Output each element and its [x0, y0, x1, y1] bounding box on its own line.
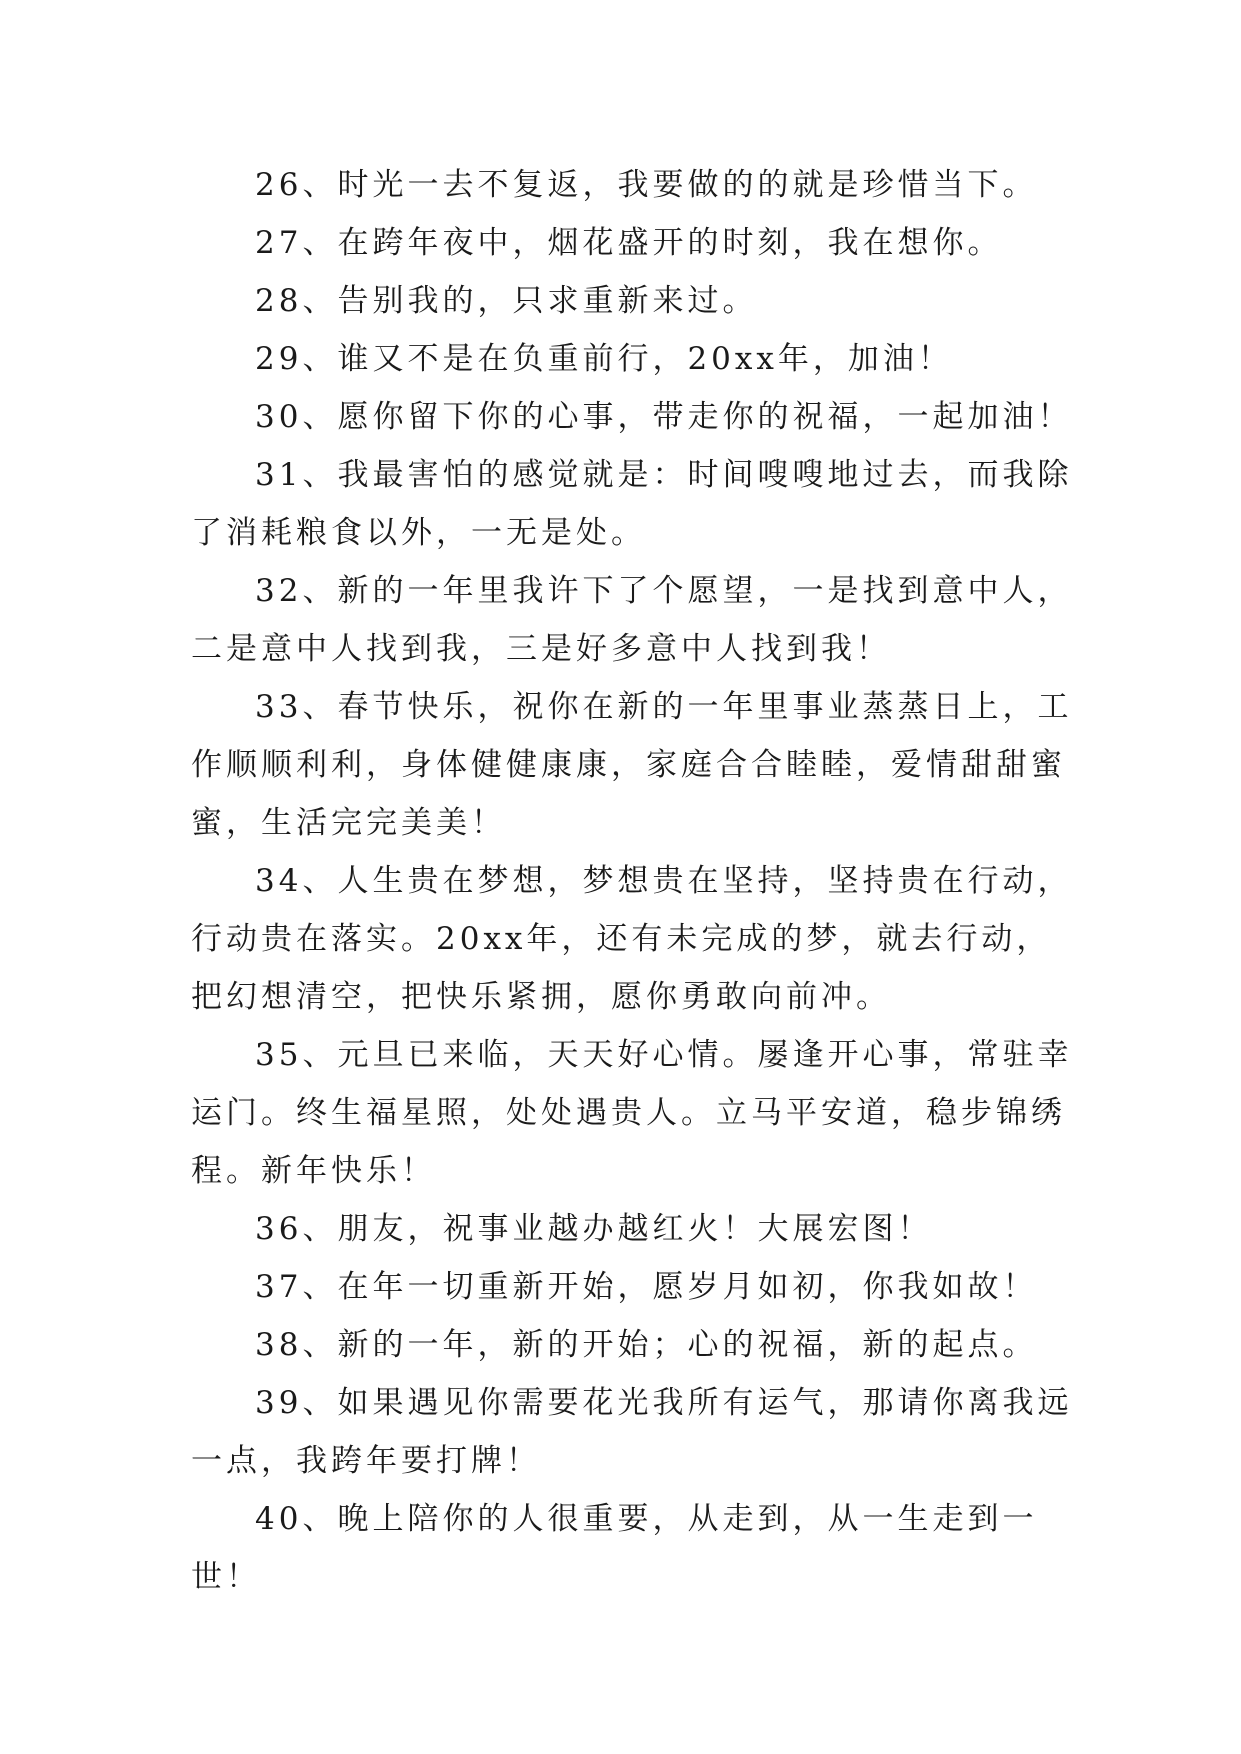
paragraph-35: 35、元旦已来临，天天好心情。屡逢开心事，常驻幸运门。终生福星照，处处遇贵人。立马平安道，稳步锦绣程。新年快乐！	[191, 1037, 1073, 1189]
paragraph-34: 34、人生贵在梦想，梦想贵在坚持，坚持贵在行动，行动贵在落实。20xx年，还有未完成的梦，就去行动，把幻想清空，把快乐紧拥，愿你勇敢向前冲。	[191, 863, 1073, 1015]
paragraph-40: 40、晚上陪你的人很重要，从走到，从一生走到一世！	[191, 1501, 1038, 1595]
paragraph-30: 30、愿你留下你的心事，带走你的祝福，一起加油！	[255, 399, 1073, 435]
paragraph-26: 26、时光一去不复返，我要做的的就是珍惜当下。	[255, 167, 1038, 203]
paragraph-32: 32、新的一年里我许下了个愿望，一是找到意中人，二是意中人找到我，三是好多意中人找到我！	[191, 573, 1073, 667]
paragraph-29: 29、谁又不是在负重前行，20xx年，加油！	[255, 341, 953, 377]
paragraph-33: 33、春节快乐，祝你在新的一年里事业蒸蒸日上，工作顺顺利利，身体健健康康，家庭合合睦睦，爱情甜甜蜜蜜，生活完完美美！	[191, 689, 1073, 841]
paragraph-38: 38、新的一年，新的开始；心的祝福，新的起点。	[255, 1327, 1038, 1363]
paragraph-36: 36、朋友，祝事业越办越红火！大展宏图！	[255, 1211, 933, 1247]
paragraph-28: 28、告别我的，只求重新来过。	[255, 283, 758, 319]
paragraph-37: 37、在年一切重新开始，愿岁月如初，你我如故！	[255, 1269, 1038, 1305]
paragraph-39: 39、如果遇见你需要花光我所有运气，那请你离我远一点，我跨年要打牌！	[191, 1385, 1073, 1479]
paragraph-27: 27、在跨年夜中，烟花盛开的时刻，我在想你。	[255, 225, 1003, 261]
paragraph-31: 31、我最害怕的感觉就是：时间嗖嗖地过去，而我除了消耗粮食以外，一无是处。	[191, 457, 1073, 551]
